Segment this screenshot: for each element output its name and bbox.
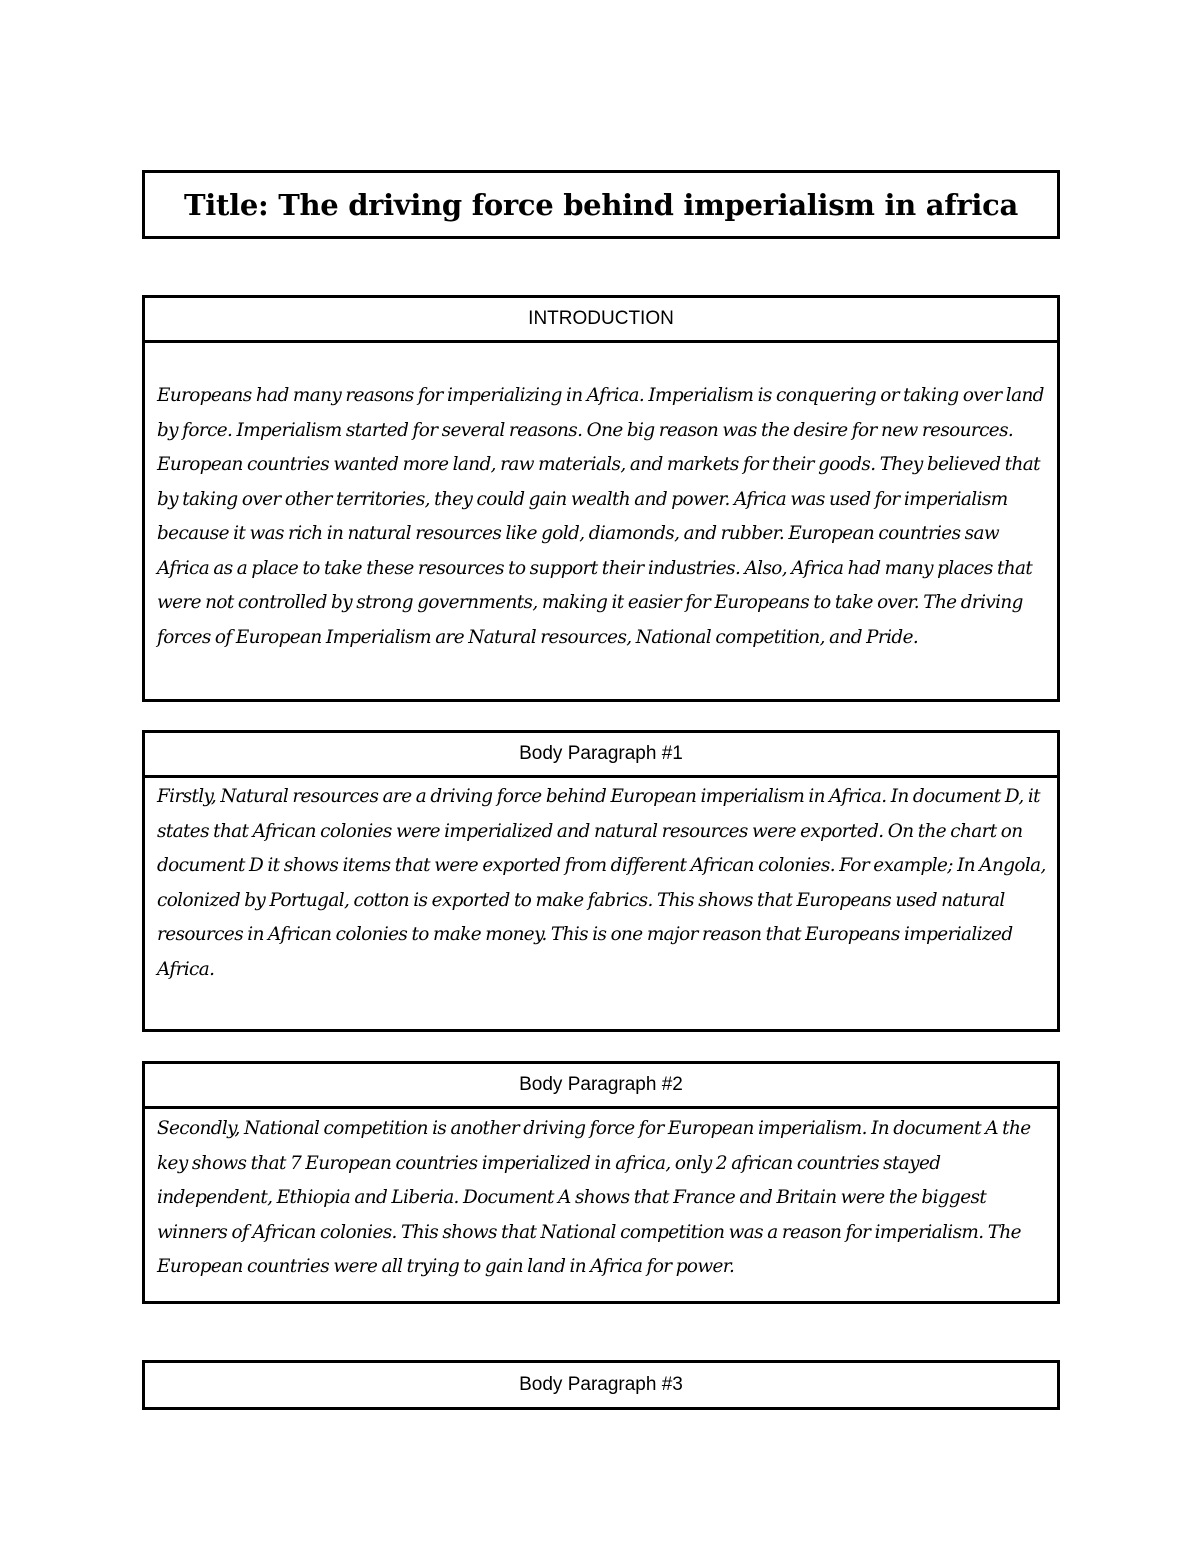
title-box <box>142 170 1060 239</box>
body-paragraph-3-header: Body Paragraph #3 <box>519 1374 683 1395</box>
body-paragraph-1-header: Body Paragraph #1 <box>145 733 1057 778</box>
body-paragraph-2-text: Secondly, National competition is another driving force for European imperialism. In document A the key shows that 7 European countries imperialized in africa, only 2 african countries stayed independent, Ethiopia and Liberia. Document A shows that France and Britain were the biggest winners of African colonies. This shows that National competition was a reason for imperialism. The European countries were all trying to gain land in Africa for power. <box>157 1118 1031 1277</box>
introduction-section <box>142 295 1060 702</box>
body-paragraph-2-section <box>142 1061 1060 1304</box>
introduction-header: INTRODUCTION <box>145 298 1057 343</box>
body-paragraph-3-section <box>142 1360 1060 1410</box>
body-paragraph-2-header: Body Paragraph #2 <box>145 1064 1057 1109</box>
introduction-text: Europeans had many reasons for imperializing in Africa. Imperialism is conquering or taking over land by force. Imperialism started for several reasons. One big reason was the desire for new resources. European countries wanted more land, raw materials, and markets for their goods. They believed that by taking over other territories, they could gain wealth and power. Africa was used for imperialism because it was rich in natural resources like gold, diamonds, and rubber. European countries saw Africa as a place to take these resources to support their industries. Also, Africa had many places that were not controlled by strong governments, making it easier for Europeans to take over. The driving forces of European Imperialism are Natural resources, National competition, and Pride. <box>157 385 1044 648</box>
body-paragraph-1-section <box>142 730 1060 1032</box>
essay-title: Title: The driving force behind imperialism in africa <box>184 187 1018 222</box>
body-paragraph-1-text: Firstly, Natural resources are a driving force behind European imperialism in Africa. In document D, it states that African colonies were imperialized and natural resources were exported. On the chart on document D it shows items that were exported from different African colonies. For example; In Angola, colonized by Portugal, cotton is exported to make fabrics. This shows that Europeans used natural resources in African colonies to make money. This is one major reason that Europeans imperialized Africa. <box>157 786 1046 980</box>
